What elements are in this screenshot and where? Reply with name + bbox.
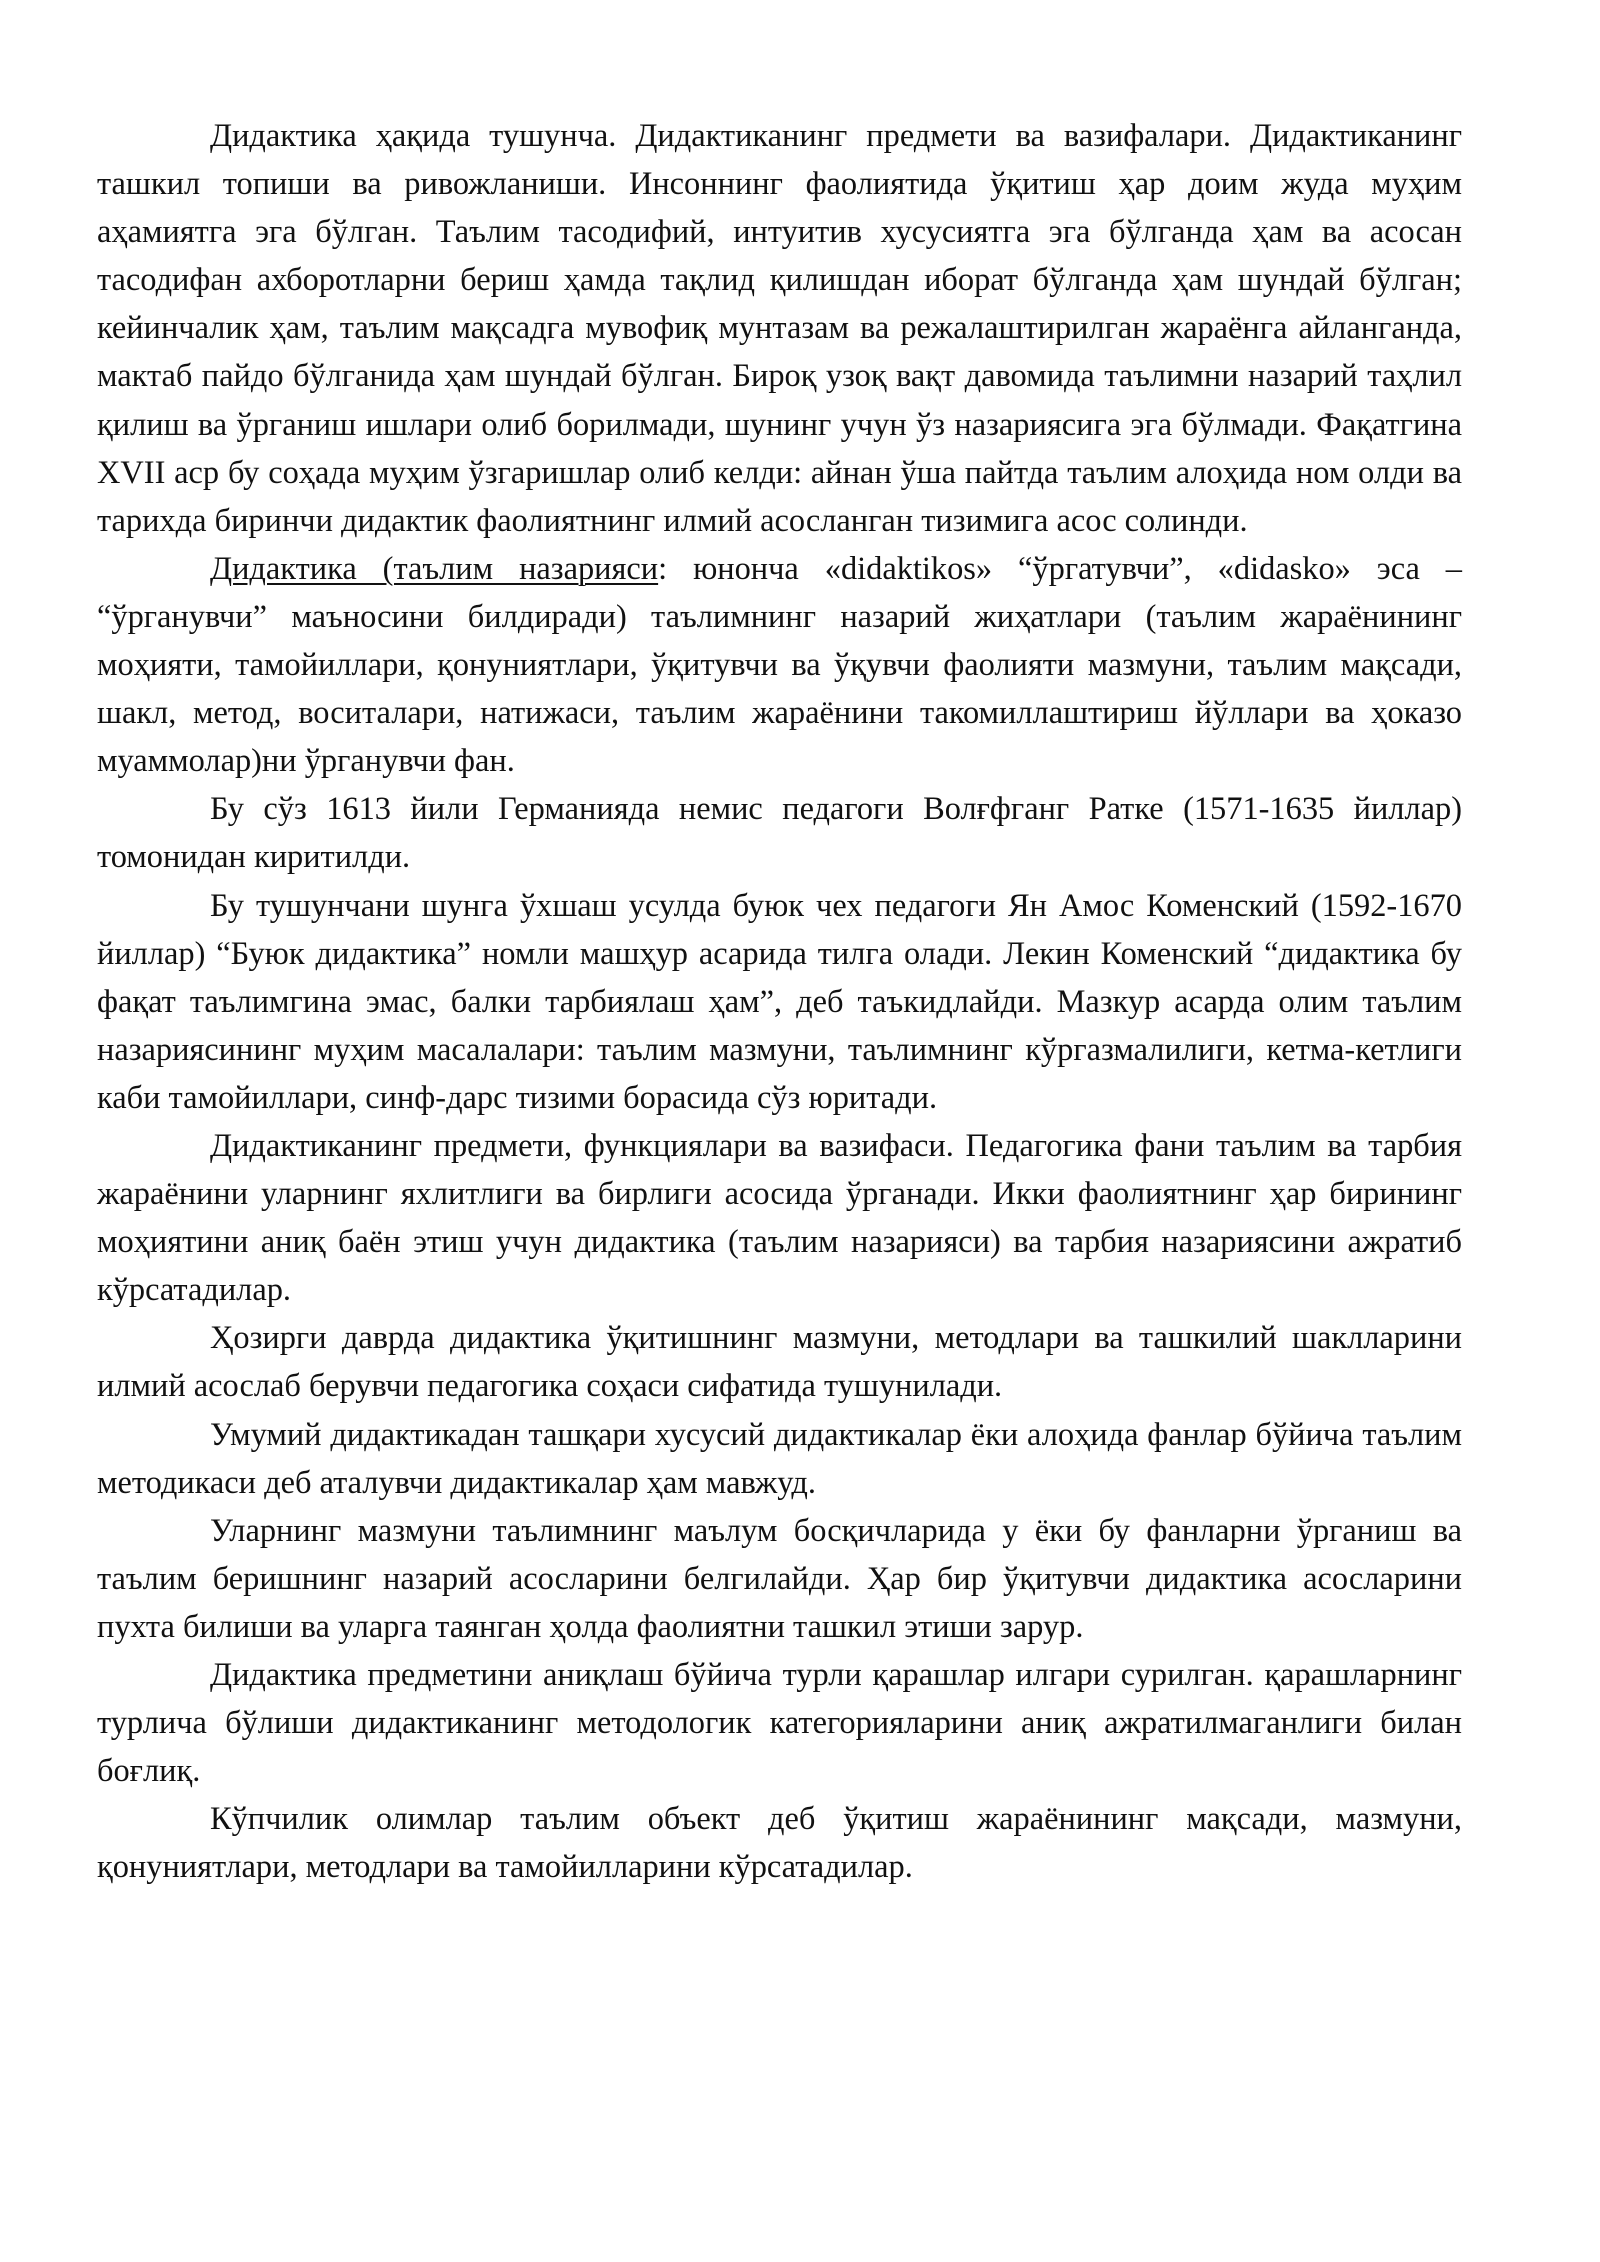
paragraph-6: Ҳозирги даврда дидактика ўқитишнинг мазмуни, методлари ва ташкилий шаклларини илмий асослаб берувчи педагогика соҳаси сифатида тушунилади. [97,1320,1462,1405]
paragraph-8: Уларнинг мазмуни таълимнинг маълум босқичларида у ёки бу фанларни ўрганиш ва таълим беришнинг назарий асосларини белгилайди. Ҳар бир ўқитувчи дидактика асосларини пухта билиши ва уларга таянган ҳолда фаолиятни ташкил этиши зарур. [97,1512,1462,1645]
definition-text: : юнонча «didaktikos» “ўргатувчи”, «didasko» эса – “ўрганувчи” маъносини билдиради) таълимнинг назарий жиҳатлари (таълим жараёнининг моҳияти, тамойиллари, қонуниятлари, ўқитувчи ва ўқувчи фаолияти мазмуни, таълим мақсади, шакл, метод, воситалари, натижаси, таълим жараёнини такомиллаштириш йўллари ва ҳоказо муаммолар)ни ўрганувчи фан. [97,550,1462,780]
definition-term: Дидактика (таълим назарияси [210,550,659,587]
paragraph-1: Дидактика ҳақида тушунча. Дидактиканинг предмети ва вазифалари. Дидактиканинг ташкил топиши ва ривожланиши. Инсоннинг фаолиятида ўқитиш ҳар доим жуда муҳим аҳамиятга эга бўлган. Таълим тасодифий, интуитив хусусиятга эга бўлганда ҳам ва асосан тасодифан ахборотларни бериш ҳамда тақлид қилишдан иборат бўлганда ҳам шундай бўлган; кейинчалик ҳам, таълим мақсадга мувофиқ мунтазам ва режалаштирилган жараёнга айланганда, мактаб пайдо бўлганида ҳам шундай бўлган. Бироқ узоқ вақт давомида таълимни назарий таҳлил қилиш ва ўрганиш ишлари олиб борилмади, шунинг учун ўз назариясига эга бўлмади. Фақатгина XVII аср бу соҳада муҳим ўзгаришлар олиб келди: айнан ўша пайтда таълим алоҳида ном олди ва тарихда биринчи дидактик фаолиятнинг илмий асосланган тизимига асос солинди. [97,118,1462,539]
paragraph-3: Бу сўз 1613 йили Германияда немис педагоги Волғфганг Ратке (1571-1635 йиллар) томонидан киритилди. [97,791,1462,876]
paragraph-2 [97,545,1462,785]
paragraph-5: Дидактиканинг предмети, функциялари ва вазифаси. Педагогика фани таълим ва тарбия жараёнини уларнинг яхлитлиги ва бирлиги асосида ўрганади. Икки фаолиятнинг ҳар бирининг моҳиятини аниқ баён этиш учун дидактика (таълим назарияси) ва тарбия назариясини ажратиб кўрсатадилар. [97,1127,1462,1309]
paragraph-4: Бу тушунчани шунга ўхшаш усулда буюк чех педагоги Ян Амос Коменский (1592-1670 йиллар) “Буюк дидактика” номли машҳур асарида тилга олади. Лекин Коменский “дидактика бу фақат таълимгина эмас, балки тарбиялаш ҳам”, деб таъкидлайди. Мазкур асарда олим таълим назариясининг муҳим масалалари: таълим мазмуни, таълимнинг кўргазмалилиги, кетма-кетлиги каби тамойиллари, синф-дарс тизими борасида сўз юритади. [97,887,1462,1116]
paragraph-7: Умумий дидактикадан ташқари хусусий дидактикалар ёки алоҳида фанлар бўйича таълим методикаси деб аталувчи дидактикалар ҳам мавжуд. [97,1416,1462,1501]
paragraph-9: Дидактика предметини аниқлаш бўйича турли қарашлар илгари сурилган. қарашларнинг турлича бўлиши дидактиканинг методологик категорияларини аниқ ажратилмаганлиги билан боғлиқ. [97,1657,1462,1790]
document-page [97,112,1462,1891]
paragraph-10: Кўпчилик олимлар таълим объект деб ўқитиш жараёнининг мақсади, мазмуни, қонуниятлари, методлари ва тамойилларини кўрсатадилар. [97,1801,1462,1886]
